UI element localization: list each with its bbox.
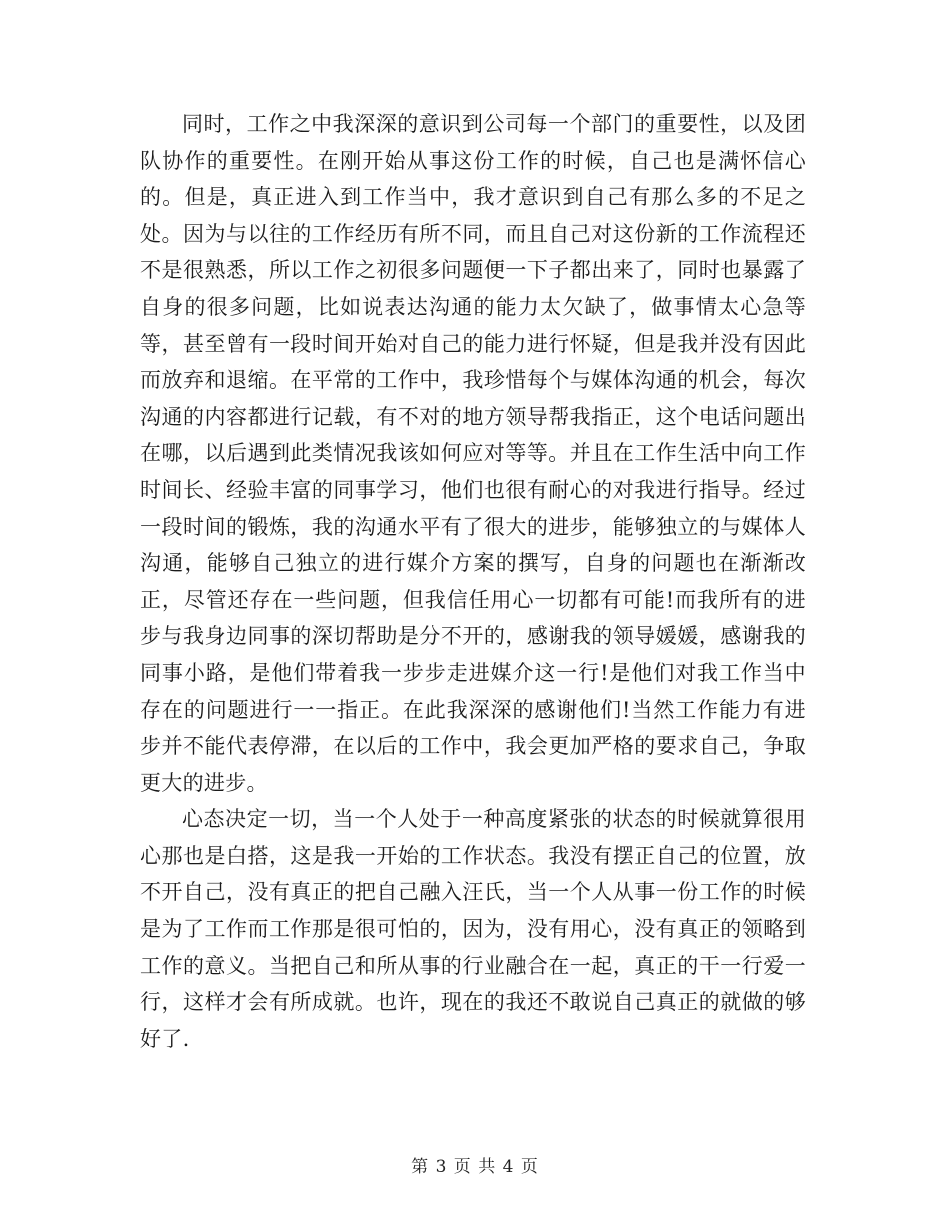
paragraph-attitude: 心态决定一切，当一个人处于一种高度紧张的状态的时候就算很用心那也是白搭，这是我一开始的工作状态。我没有摆正自己的位置，放不开自己，没有真正的把自己融入汪氏，当一个人从事一份工作的时候是为了工作而工作那是很可怕的，因为，没有用心，没有真正的领略到工作的意义。当把自己和所从事的行业融合在一起，真正的干一行爱一行，这样才会有所成就。也许，现在的我还不敢说自己真正的就做的够好了.	[140, 807, 806, 1051]
document-body	[140, 106, 806, 1057]
page-number-footer: 第 3 页 共 4 页	[411, 1157, 539, 1177]
paragraph-teamwork: 同时，工作之中我深深的意识到公司每一个部门的重要性，以及团队协作的重要性。在刚开始从事这份工作的时候，自己也是满怀信心的。但是，真正进入到工作当中，我才意识到自己有那么多的不足之处。因为与以往的工作经历有所不同，而且自己对这份新的工作流程还不是很熟悉，所以工作之初很多问题便一下子都出来了，同时也暴露了自身的很多问题，比如说表达沟通的能力太欠缺了，做事情太心急等等，甚至曾有一段时间开始对自己的能力进行怀疑，但是我并没有因此而放弃和退缩。在平常的工作中，我珍惜每个与媒体沟通的机会，每次沟通的内容都进行记载，有不对的地方领导帮我指正，这个电话问题出在哪，以后遇到此类情况我该如何应对等等。并且在工作生活中向工作时间长、经验丰富的同事学习，他们也很有耐心的对我进行指导。经过一段时间的锻炼，我的沟通水平有了很大的进步，能够独立的与媒体人沟通，能够自己独立的进行媒介方案的撰写，自身的问题也在渐渐改正，尽管还存在一些问题，但我信任用心一切都有可能!而我所有的进步与我身边同事的深切帮助是分不开的，感谢我的领导媛媛，感谢我的同事小路，是他们带着我一步步走进媒介这一行!是他们对我工作当中存在的问题进行一一指正。在此我深深的感谢他们!当然工作能力有进步并不能代表停滞，在以后的工作中，我会更加严格的要求自己，争取更大的进步。	[140, 112, 806, 795]
